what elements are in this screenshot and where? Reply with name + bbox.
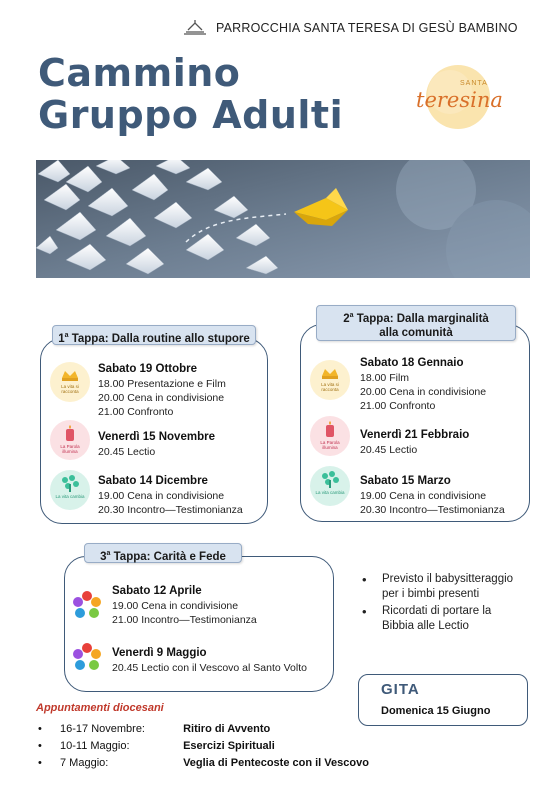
- event-detail: 20.45 Lectio: [360, 444, 418, 456]
- event-date: Venerdì 9 Maggio: [112, 647, 207, 659]
- stage-3-event-2: [112, 646, 307, 675]
- la-vita-si-racconta-icon: La vita si racconta: [310, 360, 350, 400]
- note-babysitting: • Previsto il babysitteraggio per i bimbi presenti: [382, 572, 513, 602]
- logo-main-text: teresina: [416, 88, 503, 112]
- la-vita-si-racconta-icon: La vita si racconta: [50, 362, 90, 402]
- event-detail: 19.00 Cena in condivisione: [112, 600, 239, 612]
- paper-boats-image: [36, 160, 530, 278]
- appointments-title: Appuntamenti diocesani: [36, 702, 164, 714]
- la-parola-illumina-icon: La Parola illumina: [50, 420, 90, 460]
- appointment-item: • 10-11 Maggio: Esercizi Spirituali: [38, 740, 275, 752]
- stage-1-event-1: [98, 362, 226, 419]
- event-detail: 19.00 Cena in condivisione: [360, 490, 487, 502]
- event-detail: 20.00 Cena in condivisione: [98, 392, 225, 404]
- event-detail: 19.00 Cena in condivisione: [98, 490, 225, 502]
- event-detail: 18.00 Presentazione e Film: [98, 378, 226, 390]
- event-detail: 18.00 Film: [360, 372, 410, 384]
- stage-3-event-1: [112, 584, 257, 627]
- la-vita-cambia-icon: La vita cambia: [310, 466, 350, 506]
- stage-2-title: 2$^a$ Tappa: Dalla marginalità alla comunità: [316, 305, 516, 341]
- parish-header: [182, 20, 518, 36]
- note-bible: • Ricordati di portare la Bibbia alle Lectio: [382, 604, 491, 634]
- stage-3-title: 3$^a$ Tappa: Carità e Fede: [84, 543, 242, 563]
- la-parola-illumina-icon: La Parola illumina: [310, 416, 350, 456]
- event-date: Sabato 19 Ottobre: [98, 363, 198, 375]
- event-detail: 21.00 Confronto: [98, 406, 174, 418]
- appointment-item: • 16-17 Novembre: Ritiro di Avvento: [38, 723, 271, 735]
- event-date: Venerdì 15 Novembre: [98, 431, 215, 443]
- parish-name: PARROCCHIA SANTA TERESA DI GESÙ BAMBINO: [216, 21, 518, 35]
- event-date: Venerdì 21 Febbraio: [360, 429, 470, 441]
- gita-title: GITA: [381, 681, 420, 698]
- gita-box: [358, 674, 528, 726]
- stage-2-event-1: [360, 356, 486, 413]
- event-detail: 20.00 Cena in condivisione: [360, 386, 487, 398]
- la-vita-cambia-icon: La vita cambia: [50, 470, 90, 510]
- event-detail: 20.30 Incontro—Testimonianza: [98, 504, 243, 516]
- event-date: Sabato 18 Gennaio: [360, 357, 464, 369]
- event-date: Sabato 12 Aprile: [112, 585, 202, 597]
- stage-1-event-2: [98, 430, 215, 459]
- hands-circle-icon: [70, 588, 104, 622]
- appointment-item: • 7 Maggio: Veglia di Pentecoste con il Vescovo: [38, 757, 369, 769]
- event-date: Sabato 14 Dicembre: [98, 475, 208, 487]
- title-line-1: Cammino: [38, 51, 241, 95]
- stage-1-title: 1$^a$ Tappa: Dalla routine allo stupore: [52, 325, 256, 345]
- title-line-2: Gruppo Adulti: [38, 93, 344, 137]
- event-date: Sabato 15 Marzo: [360, 475, 451, 487]
- event-detail: 21.00 Confronto: [360, 400, 436, 412]
- page-title: [38, 52, 343, 136]
- event-detail: 21.00 Incontro—Testimonianza: [112, 614, 257, 626]
- santa-teresina-logo: [412, 62, 504, 132]
- stage-2-event-2: [360, 428, 469, 457]
- event-detail: 20.30 Incontro—Testimonianza: [360, 504, 505, 516]
- stage-1-event-3: [98, 474, 243, 517]
- church-icon: [182, 20, 208, 36]
- stage-2-event-3: [360, 474, 505, 517]
- event-detail: 20.45 Lectio con il Vescovo al Santo Volto: [112, 662, 307, 674]
- gita-date: Domenica 15 Giugno: [381, 705, 491, 717]
- event-detail: 20.45 Lectio: [98, 446, 156, 458]
- hands-circle-icon: [70, 640, 104, 674]
- logo-small-text: SANTA: [460, 80, 488, 87]
